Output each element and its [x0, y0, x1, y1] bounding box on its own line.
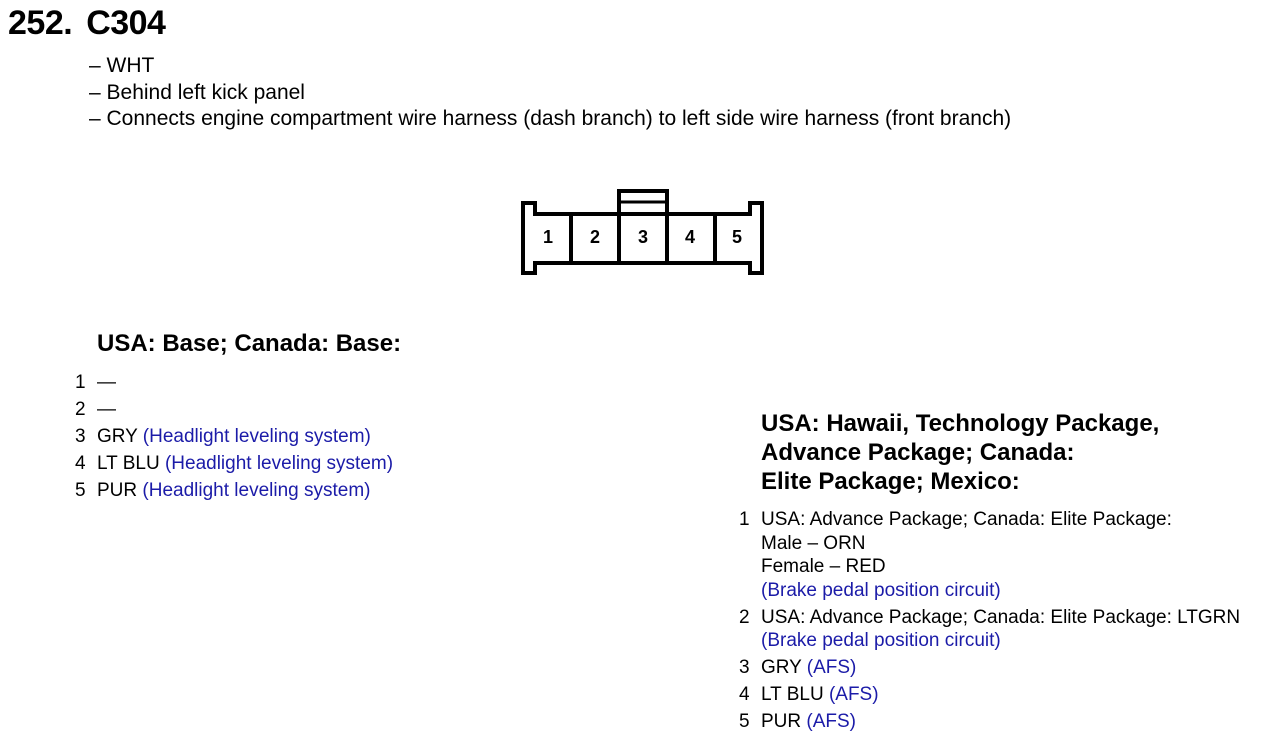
pin-number: 3: [739, 657, 750, 678]
system-link[interactable]: (AFS): [806, 711, 857, 732]
connector-pin-label: 3: [637, 227, 649, 247]
list-item: [739, 683, 1240, 707]
connector-pin-label: 5: [731, 227, 743, 247]
connector-description: [89, 53, 1011, 133]
list-item: [739, 508, 1240, 602]
system-link[interactable]: (Headlight leveling system): [142, 426, 371, 447]
package-pin-list: [739, 508, 1240, 737]
wire-color: GRY: [761, 657, 802, 678]
pin-number: 2: [739, 606, 750, 628]
connector-pin-label: 4: [684, 227, 696, 247]
pin-number: 5: [75, 480, 86, 501]
wire-color: —: [97, 399, 116, 420]
description-location: – Behind left kick panel: [89, 80, 305, 104]
item-number: 252.: [8, 4, 73, 42]
list-item: [75, 423, 393, 450]
wire-color: LT BLU: [97, 453, 160, 474]
list-item: [75, 396, 393, 423]
list-item: [739, 656, 1240, 680]
wire-color: GRY: [97, 426, 138, 447]
pin-number: 3: [75, 426, 86, 447]
list-item: [75, 477, 393, 504]
pin-number: 4: [739, 684, 750, 705]
connector-id: C304: [86, 4, 166, 42]
wire-color: PUR: [97, 480, 138, 501]
connector-pin-label: 2: [589, 227, 601, 247]
pin-number: 1: [739, 509, 750, 530]
page-title: [8, 4, 165, 43]
pin-number: 1: [75, 372, 86, 393]
system-link[interactable]: (Headlight leveling system): [164, 453, 394, 474]
system-link[interactable]: (Headlight leveling system): [142, 480, 371, 501]
pin-note: USA: Advance Package; Canada: Elite Package:: [761, 509, 1172, 530]
pin-note: Male – ORN: [761, 532, 866, 554]
package-heading-line: Advance Package; Canada:: [761, 439, 1075, 466]
description-connection: – Connects engine compartment wire harness (dash branch) to left side wire harness (front branch): [89, 107, 1012, 130]
base-pin-list: [75, 369, 393, 504]
base-section-heading: USA: Base; Canada: Base:: [97, 330, 402, 357]
pin-number: 5: [739, 711, 750, 732]
system-link[interactable]: (AFS): [828, 684, 879, 705]
system-link[interactable]: (Brake pedal position circuit): [761, 630, 1001, 651]
package-heading-line: USA: Hawaii, Technology Package,: [761, 410, 1160, 437]
pin-note: USA: Advance Package; Canada: Elite Package: LTGRN: [761, 606, 1241, 628]
package-section-heading: [761, 409, 1159, 496]
description-color: – WHT: [89, 54, 155, 77]
pin-number: 2: [75, 399, 86, 420]
package-heading-line: Elite Package; Mexico:: [761, 468, 1020, 495]
list-item: [739, 606, 1240, 653]
wire-color: LT BLU: [761, 684, 824, 705]
wire-color: PUR: [761, 711, 802, 732]
connector-pin-label: 1: [542, 227, 554, 247]
list-item: [75, 450, 393, 477]
system-link[interactable]: (AFS): [806, 657, 857, 678]
list-item: [739, 710, 1240, 734]
pin-note: Female – RED: [761, 556, 886, 577]
connector-diagram: [518, 186, 768, 278]
list-item: [75, 369, 393, 396]
wire-color: —: [97, 372, 116, 393]
pin-number: 4: [75, 453, 86, 474]
system-link[interactable]: (Brake pedal position circuit): [761, 579, 1001, 601]
